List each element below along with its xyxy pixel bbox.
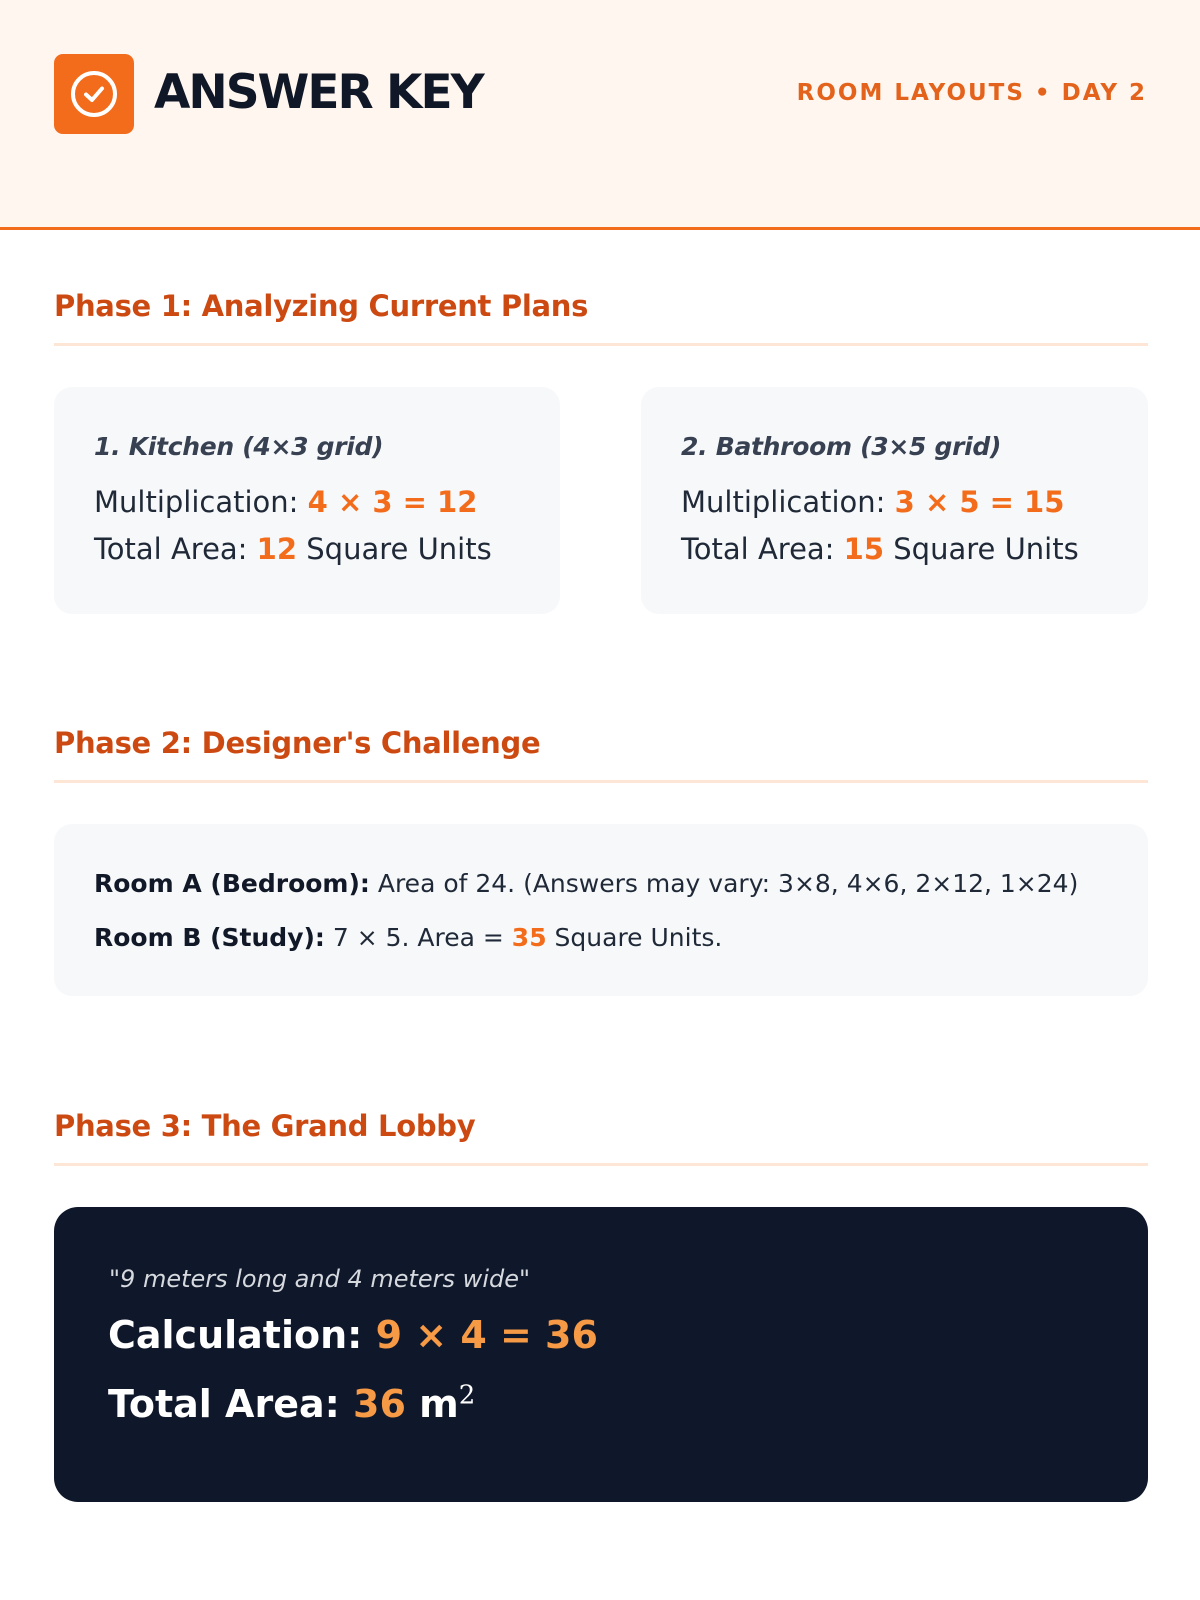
area-label: Total Area: [94,532,257,566]
calculation-label: Calculation: [108,1313,376,1357]
room-a-label: Room A (Bedroom): [94,869,370,898]
room-b-area-value: 35 [511,923,547,952]
area-label: Total Area: [681,532,844,566]
area-label: Total Area: [108,1382,354,1426]
area-unit: Square Units [297,532,492,566]
multiplication-label: Multiplication: [681,485,895,519]
multiplication-label: Multiplication: [94,485,308,519]
phase1-divider [54,343,1148,346]
designer-challenge-card [54,824,1148,996]
logo-badge [54,54,134,134]
room-b-answer [94,922,722,954]
header [0,0,1200,230]
kitchen-subtitle: 1. Kitchen (4×3 grid) [94,432,384,461]
room-a-text: Area of 24. (Answers may vary: 3×8, 4×6, 2×12, 1×24) [369,869,1079,898]
lobby-quote: "9 meters long and 4 meters wide" [109,1265,531,1293]
kitchen-card [54,387,560,614]
multiplication-value: 3 × 5 = 15 [894,485,1065,519]
phase3-title: Phase 3: The Grand Lobby [54,1109,476,1143]
phase3-divider [54,1163,1148,1166]
calculation-value: 9 × 4 = 36 [375,1313,598,1357]
lobby-calculation [108,1311,598,1359]
multiplication-value: 4 × 3 = 12 [307,485,478,519]
room-a-answer [94,868,1078,900]
header-meta: ROOM LAYOUTS • DAY 2 [796,80,1147,106]
kitchen-multiplication [94,483,477,521]
bathroom-subtitle: 2. Bathroom (3×5 grid) [681,432,1002,461]
area-unit: m [405,1382,459,1426]
grand-lobby-card [54,1207,1148,1502]
area-value: 36 [353,1382,406,1426]
room-b-text: 7 × 5. Area = [324,923,512,952]
lobby-total-area [108,1380,475,1428]
room-b-text-after: Square Units. [546,923,723,952]
bathroom-multiplication [681,483,1064,521]
kitchen-total-area [94,530,492,568]
area-unit: Square Units [884,532,1079,566]
page-title: ANSWER KEY [154,65,483,120]
area-exponent: 2 [458,1380,476,1411]
bathroom-card [641,387,1148,614]
phase1-title: Phase 1: Analyzing Current Plans [54,289,589,323]
phase2-divider [54,780,1148,783]
area-value: 12 [256,532,298,566]
room-b-label: Room B (Study): [94,923,325,952]
bathroom-total-area [681,530,1079,568]
area-value: 15 [843,532,885,566]
check-circle-icon [69,69,119,119]
phase2-title: Phase 2: Designer's Challenge [54,726,541,760]
